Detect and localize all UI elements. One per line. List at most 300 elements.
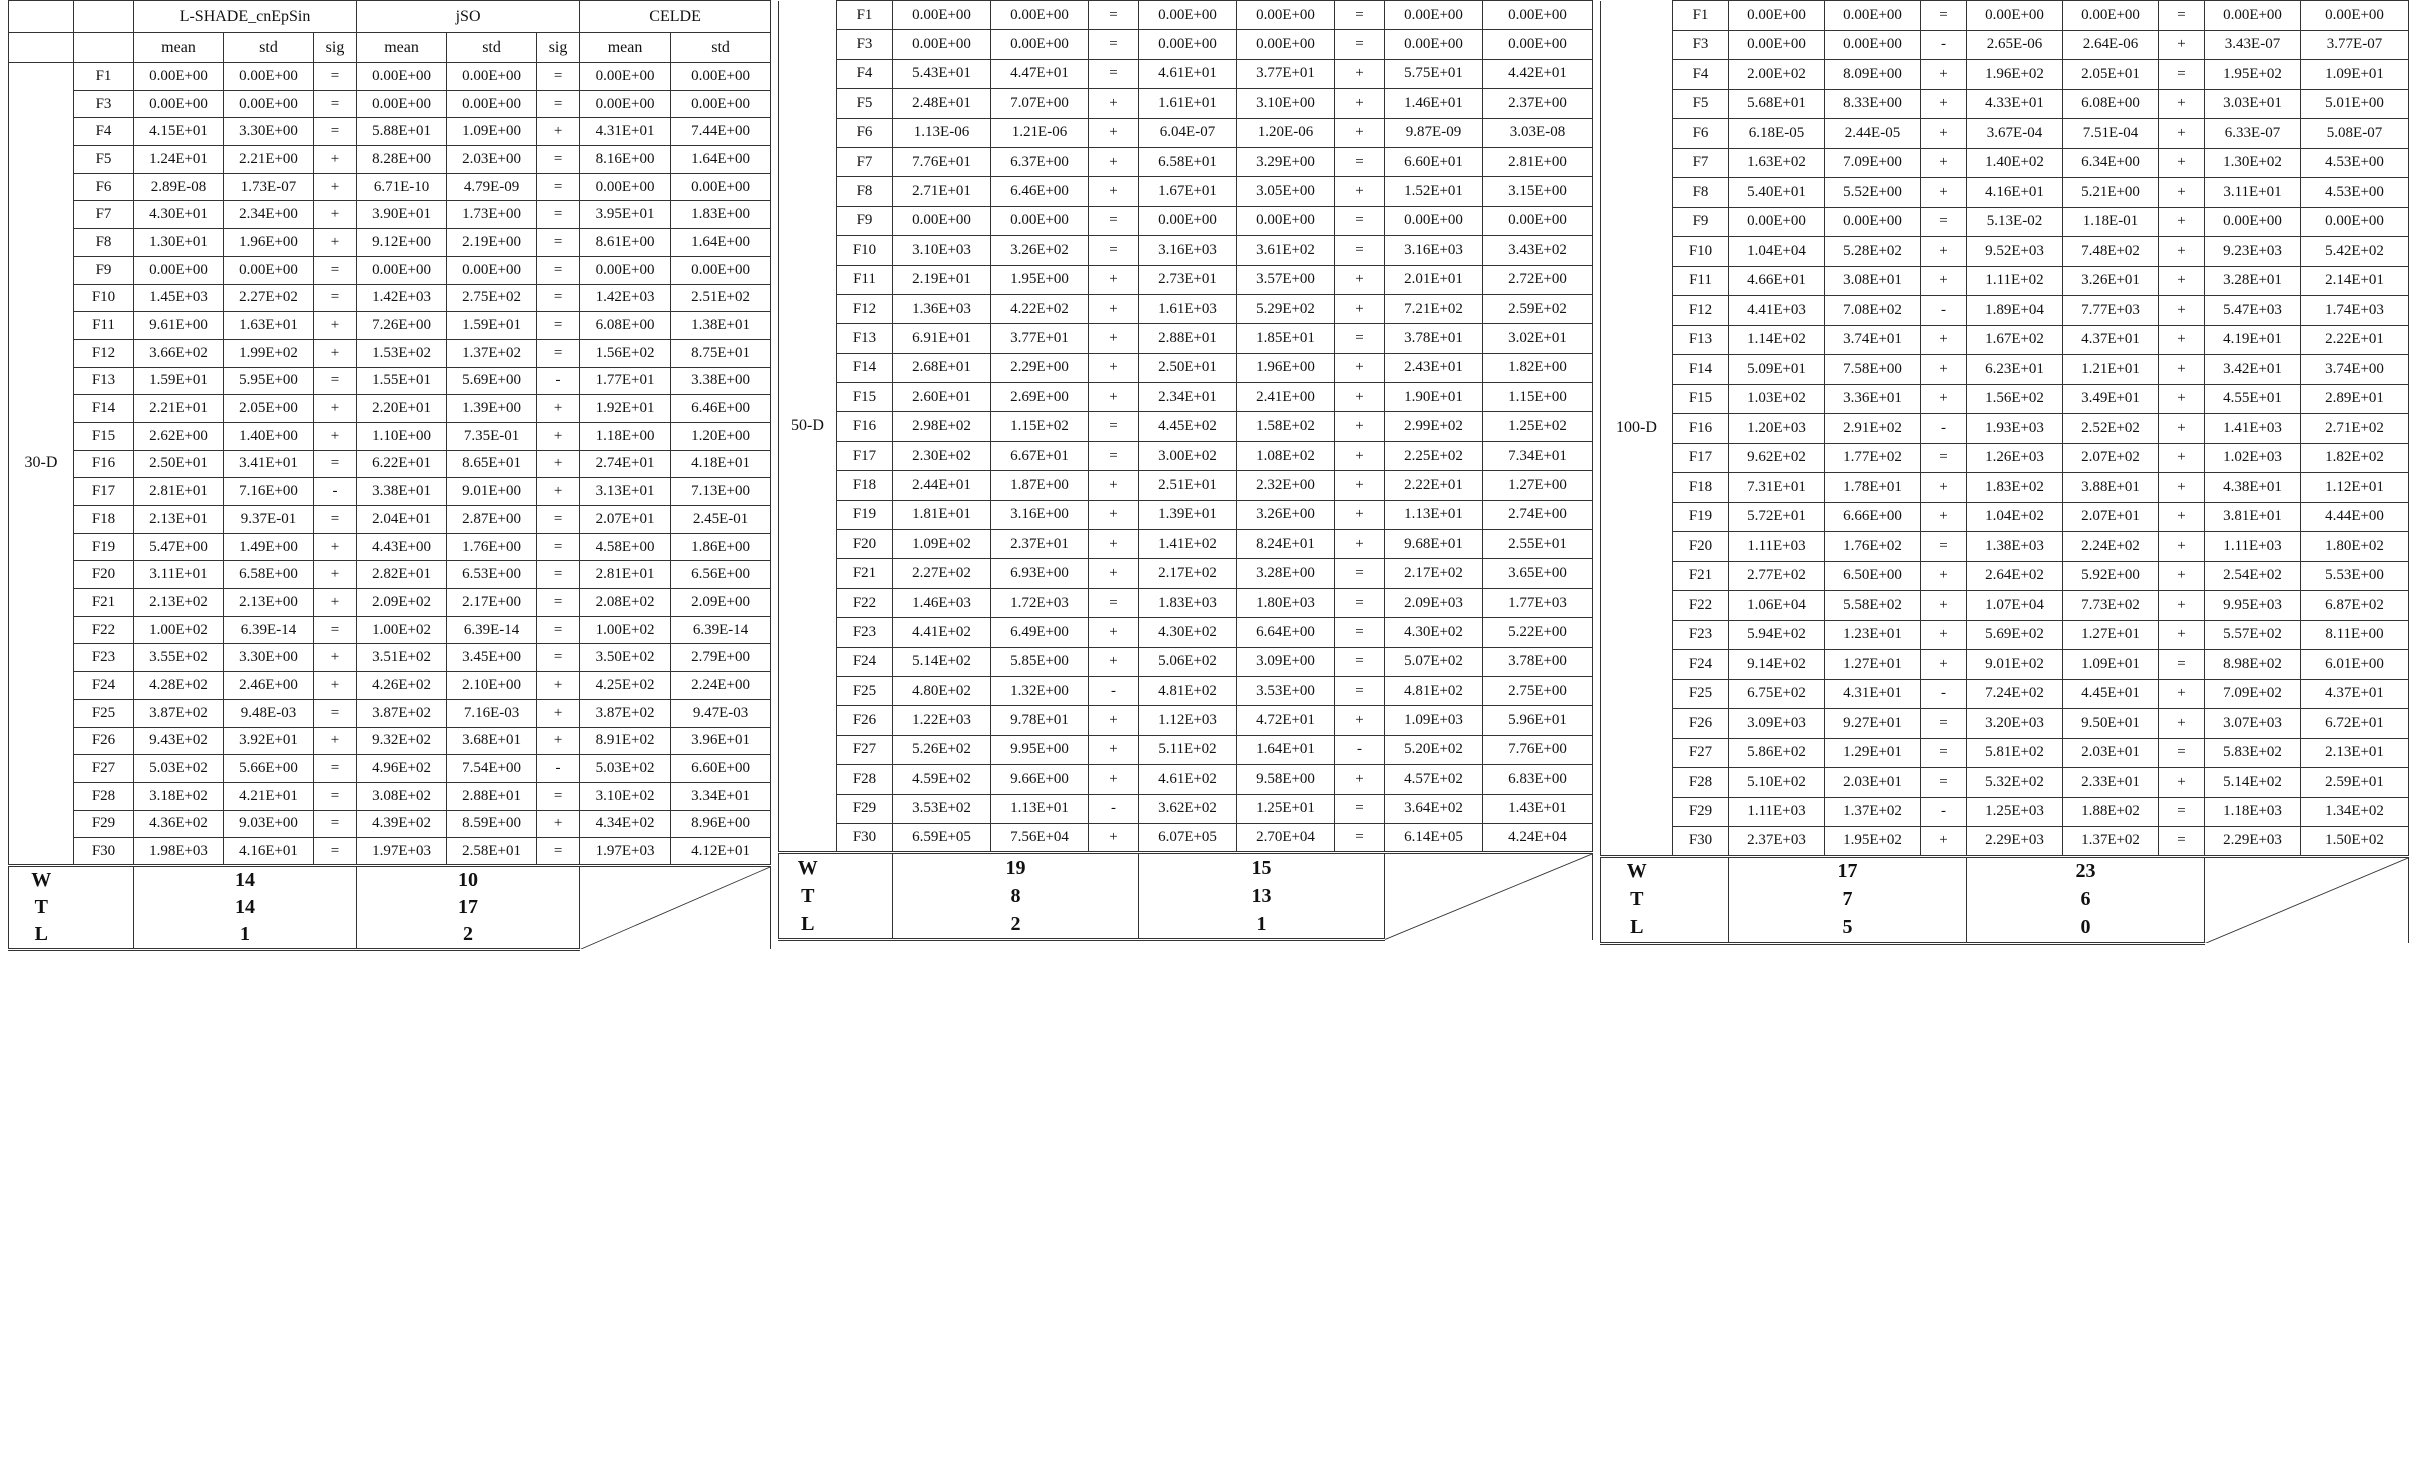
dimension-label: 100-D <box>1601 1 1673 857</box>
value-cell: 1.29E+01 <box>1825 738 1921 768</box>
value-cell: 5.72E+01 <box>1729 502 1825 532</box>
value-cell: 3.26E+01 <box>2063 266 2159 296</box>
function-label: F5 <box>837 89 893 118</box>
value-cell: 7.76E+01 <box>893 147 991 176</box>
value-cell: 3.28E+00 <box>1237 559 1335 588</box>
sig-cell: = <box>537 644 580 672</box>
value-cell: 1.92E+01 <box>580 395 671 423</box>
value-cell: 1.52E+01 <box>1385 177 1483 206</box>
value-cell: 1.89E+04 <box>1967 296 2063 326</box>
value-cell: 5.11E+02 <box>1139 735 1237 764</box>
sig-cell: = <box>1335 147 1385 176</box>
value-cell: 4.96E+02 <box>357 755 447 783</box>
value-cell: 4.38E+01 <box>2205 473 2301 503</box>
value-cell: 4.81E+02 <box>1385 676 1483 705</box>
value-cell: 5.57E+02 <box>2205 620 2301 650</box>
value-cell: 2.50E+01 <box>134 450 224 478</box>
table-row <box>9 561 771 589</box>
sig-cell: = <box>314 450 357 478</box>
value-cell: 5.28E+02 <box>1825 237 1921 267</box>
sig-cell: = <box>2159 738 2205 768</box>
table-row <box>779 441 1593 470</box>
value-cell: 8.16E+00 <box>580 146 671 174</box>
value-cell: 0.00E+00 <box>1483 206 1593 235</box>
value-cell: 7.08E+02 <box>1825 296 1921 326</box>
table-row <box>779 647 1593 676</box>
value-cell: 1.37E+02 <box>2063 827 2159 857</box>
table-row <box>9 478 771 506</box>
sig-cell: = <box>537 589 580 617</box>
function-label: F7 <box>74 201 134 229</box>
value-cell: 1.49E+00 <box>224 533 314 561</box>
value-cell: 9.01E+00 <box>447 478 537 506</box>
value-cell: 3.29E+00 <box>1237 147 1335 176</box>
function-label: F4 <box>74 118 134 146</box>
value-cell: 0.00E+00 <box>447 63 537 91</box>
value-cell: 6.75E+02 <box>1729 679 1825 709</box>
sig-cell: = <box>1335 559 1385 588</box>
value-cell: 6.59E+05 <box>893 823 991 852</box>
summary-label: L <box>9 921 74 949</box>
summary-count: 17 <box>357 893 580 921</box>
value-cell: 3.90E+01 <box>357 201 447 229</box>
spacer-cell <box>74 865 134 893</box>
sig-cell: + <box>314 727 357 755</box>
table-row <box>779 823 1593 852</box>
table-row <box>779 794 1593 823</box>
value-cell: 2.24E+02 <box>2063 532 2159 562</box>
value-cell: 1.38E+03 <box>1967 532 2063 562</box>
value-cell: 1.30E+01 <box>134 229 224 257</box>
value-cell: 3.50E+02 <box>580 644 671 672</box>
value-cell: 1.85E+01 <box>1237 324 1335 353</box>
value-cell: 9.68E+01 <box>1385 530 1483 559</box>
function-label: F9 <box>1673 207 1729 237</box>
function-label: F29 <box>837 794 893 823</box>
summary-count: 1 <box>134 921 357 949</box>
value-cell: 1.26E+03 <box>1967 443 2063 473</box>
sig-cell: + <box>314 339 357 367</box>
value-cell: 2.04E+01 <box>357 506 447 534</box>
value-cell: 4.55E+01 <box>2205 384 2301 414</box>
value-cell: 5.69E+02 <box>1967 620 2063 650</box>
value-cell: 0.00E+00 <box>1237 206 1335 235</box>
sig-cell: = <box>1089 1 1139 30</box>
value-cell: 6.58E+01 <box>1139 147 1237 176</box>
table-row <box>779 177 1593 206</box>
value-cell: 1.63E+02 <box>1729 148 1825 178</box>
value-cell: 7.48E+02 <box>2063 237 2159 267</box>
function-label: F19 <box>1673 502 1729 532</box>
value-cell: 5.68E+01 <box>1729 89 1825 119</box>
value-cell: 2.03E+00 <box>447 146 537 174</box>
value-cell: 1.98E+03 <box>134 838 224 866</box>
value-cell: 5.75E+01 <box>1385 59 1483 88</box>
sig-cell: + <box>1335 383 1385 412</box>
function-label: F25 <box>837 676 893 705</box>
sig-cell: + <box>537 727 580 755</box>
value-cell: 5.03E+02 <box>580 755 671 783</box>
value-cell: 1.83E+02 <box>1967 473 2063 503</box>
value-cell: 1.99E+02 <box>224 339 314 367</box>
diagonal-line <box>1385 854 1592 940</box>
value-cell: 4.42E+01 <box>1483 59 1593 88</box>
sig-cell: = <box>1335 324 1385 353</box>
function-label: F3 <box>74 90 134 118</box>
value-cell: 9.43E+02 <box>134 727 224 755</box>
value-cell: 1.11E+03 <box>1729 797 1825 827</box>
value-cell: 2.81E+00 <box>1483 147 1593 176</box>
value-cell: 5.86E+02 <box>1729 738 1825 768</box>
function-label: F16 <box>1673 414 1729 444</box>
sig-cell: + <box>1921 473 1967 503</box>
value-cell: 2.68E+01 <box>893 353 991 382</box>
sig-cell: = <box>1335 676 1385 705</box>
sig-cell: + <box>1335 294 1385 323</box>
value-cell: 6.39E-14 <box>447 616 537 644</box>
value-cell: 6.49E+00 <box>991 618 1089 647</box>
sig-cell: + <box>1921 502 1967 532</box>
value-cell: 2.25E+02 <box>1385 441 1483 470</box>
value-cell: 2.13E+01 <box>2301 738 2409 768</box>
table-row <box>9 782 771 810</box>
table-row <box>9 533 771 561</box>
function-label: F12 <box>1673 296 1729 326</box>
value-cell: 9.23E+03 <box>2205 237 2301 267</box>
value-cell: 2.79E+00 <box>671 644 771 672</box>
value-cell: 7.34E+01 <box>1483 441 1593 470</box>
function-label: F26 <box>74 727 134 755</box>
table-row <box>779 412 1593 441</box>
value-cell: 0.00E+00 <box>580 63 671 91</box>
sig-cell: - <box>1921 30 1967 60</box>
sig-cell: + <box>1921 266 1967 296</box>
sig-cell: + <box>537 699 580 727</box>
value-cell: 0.00E+00 <box>1139 1 1237 30</box>
summary-count: 17 <box>1729 856 1967 885</box>
value-cell: 0.00E+00 <box>2063 1 2159 31</box>
sig-cell: - <box>1921 296 1967 326</box>
value-cell: 3.16E+00 <box>991 500 1089 529</box>
value-cell: 2.75E+02 <box>447 284 537 312</box>
value-cell: 6.53E+00 <box>447 561 537 589</box>
table-row <box>9 173 771 201</box>
sig-cell: + <box>1089 147 1139 176</box>
table-row <box>1601 797 2409 827</box>
summary-count: 2 <box>357 921 580 949</box>
value-cell: 3.66E+02 <box>134 339 224 367</box>
value-cell: 8.91E+02 <box>580 727 671 755</box>
value-cell: 1.74E+03 <box>2301 296 2409 326</box>
value-cell: 0.00E+00 <box>893 206 991 235</box>
value-cell: 6.23E+01 <box>1967 355 2063 385</box>
value-cell: 3.41E+01 <box>224 450 314 478</box>
function-label: F25 <box>74 699 134 727</box>
value-cell: 0.00E+00 <box>1825 207 1921 237</box>
value-cell: 4.24E+04 <box>1483 823 1593 852</box>
sig-cell: = <box>1089 236 1139 265</box>
value-cell: 6.72E+01 <box>2301 709 2409 739</box>
spacer-cell <box>1673 914 1729 943</box>
value-cell: 1.64E+01 <box>1237 735 1335 764</box>
table-row <box>9 395 771 423</box>
summary-count: 8 <box>893 882 1139 911</box>
value-cell: 1.72E+03 <box>991 588 1089 617</box>
value-cell: 3.43E-07 <box>2205 30 2301 60</box>
sig-cell: + <box>1921 827 1967 857</box>
value-cell: 3.07E+03 <box>2205 709 2301 739</box>
value-cell: 1.13E+01 <box>1385 500 1483 529</box>
value-cell: 0.00E+00 <box>224 90 314 118</box>
value-cell: 1.36E+03 <box>893 294 991 323</box>
value-cell: 0.00E+00 <box>2301 207 2409 237</box>
value-cell: 1.40E+00 <box>224 422 314 450</box>
value-cell: 5.47E+03 <box>2205 296 2301 326</box>
value-cell: 0.00E+00 <box>134 90 224 118</box>
value-cell: 6.64E+00 <box>1237 618 1335 647</box>
value-cell: 2.62E+00 <box>134 422 224 450</box>
value-cell: 9.48E-03 <box>224 699 314 727</box>
value-cell: 1.21E+01 <box>2063 355 2159 385</box>
value-cell: 3.11E+01 <box>134 561 224 589</box>
value-cell: 4.37E+01 <box>2063 325 2159 355</box>
value-cell: 2.10E+00 <box>447 672 537 700</box>
summary-count: 5 <box>1729 914 1967 943</box>
value-cell: 0.00E+00 <box>1729 30 1825 60</box>
sig-cell: + <box>1089 118 1139 147</box>
value-cell: 5.10E+02 <box>1729 768 1825 798</box>
value-cell: 2.77E+02 <box>1729 561 1825 591</box>
table-row <box>779 89 1593 118</box>
sig-cell: + <box>1335 500 1385 529</box>
function-label: F12 <box>74 339 134 367</box>
value-cell: 0.00E+00 <box>1385 206 1483 235</box>
column-header-sig: sig <box>537 33 580 63</box>
function-label: F13 <box>74 367 134 395</box>
value-cell: 1.09E+01 <box>2063 650 2159 680</box>
value-cell: 9.27E+01 <box>1825 709 1921 739</box>
value-cell: 0.00E+00 <box>1237 30 1335 59</box>
value-cell: 5.14E+02 <box>2205 768 2301 798</box>
table-row <box>9 229 771 257</box>
value-cell: 1.77E+02 <box>1825 443 1921 473</box>
table-row <box>9 810 771 838</box>
function-label: F29 <box>74 810 134 838</box>
value-cell: 1.50E+02 <box>2301 827 2409 857</box>
value-cell: 0.00E+00 <box>1385 30 1483 59</box>
value-cell: 2.87E+00 <box>447 506 537 534</box>
value-cell: 4.53E+00 <box>2301 178 2409 208</box>
summary-label: T <box>9 893 74 921</box>
value-cell: 3.16E+03 <box>1139 236 1237 265</box>
sig-cell: = <box>1089 30 1139 59</box>
sig-cell: + <box>2159 384 2205 414</box>
value-cell: 1.42E+03 <box>580 284 671 312</box>
value-cell: 1.82E+02 <box>2301 443 2409 473</box>
value-cell: 2.34E+00 <box>224 201 314 229</box>
function-label: F11 <box>1673 266 1729 296</box>
summary-count: 15 <box>1139 853 1385 882</box>
value-cell: 2.54E+02 <box>2205 561 2301 591</box>
value-cell: 5.07E+02 <box>1385 647 1483 676</box>
sig-cell: + <box>2159 768 2205 798</box>
value-cell: 9.61E+00 <box>134 312 224 340</box>
value-cell: 4.36E+02 <box>134 810 224 838</box>
value-cell: 5.53E+00 <box>2301 561 2409 591</box>
value-cell: 6.39E-14 <box>671 616 771 644</box>
value-cell: 1.73E-07 <box>224 173 314 201</box>
value-cell: 1.97E+03 <box>357 838 447 866</box>
dimension-label: 30-D <box>9 63 74 866</box>
value-cell: 6.33E-07 <box>2205 119 2301 149</box>
value-cell: 4.28E+02 <box>134 672 224 700</box>
sig-cell: - <box>1089 676 1139 705</box>
value-cell: 3.95E+01 <box>580 201 671 229</box>
value-cell: 2.17E+02 <box>1385 559 1483 588</box>
function-label: F24 <box>74 672 134 700</box>
value-cell: 4.47E+01 <box>991 59 1089 88</box>
algorithm-header: CELDE <box>580 1 771 33</box>
table-row <box>1601 355 2409 385</box>
sig-cell: + <box>2159 532 2205 562</box>
corner-cell <box>9 33 74 63</box>
summary-label: W <box>779 853 837 882</box>
value-cell: 1.11E+03 <box>2205 532 2301 562</box>
sig-cell: = <box>1089 412 1139 441</box>
sig-cell: = <box>1335 823 1385 852</box>
sig-cell: + <box>1089 500 1139 529</box>
function-label: F16 <box>74 450 134 478</box>
value-cell: 2.55E+01 <box>1483 530 1593 559</box>
function-label: F10 <box>837 236 893 265</box>
value-cell: 1.37E+02 <box>1825 797 1921 827</box>
spacer-cell <box>1673 856 1729 885</box>
value-cell: 4.44E+00 <box>2301 502 2409 532</box>
value-cell: 2.33E+01 <box>2063 768 2159 798</box>
value-cell: 2.30E+02 <box>893 441 991 470</box>
value-cell: 8.11E+00 <box>2301 620 2409 650</box>
table-row <box>779 59 1593 88</box>
table-row <box>779 118 1593 147</box>
sig-cell: + <box>1335 530 1385 559</box>
value-cell: 1.22E+03 <box>893 706 991 735</box>
value-cell: 5.83E+02 <box>2205 738 2301 768</box>
value-cell: 1.04E+02 <box>1967 502 2063 532</box>
sig-cell: - <box>1335 735 1385 764</box>
sig-cell: + <box>2159 473 2205 503</box>
value-cell: 4.16E+01 <box>224 838 314 866</box>
value-cell: 3.16E+03 <box>1385 236 1483 265</box>
sig-cell: + <box>314 644 357 672</box>
value-cell: 4.34E+02 <box>580 810 671 838</box>
table-row <box>9 506 771 534</box>
sig-cell: + <box>1089 647 1139 676</box>
value-cell: 0.00E+00 <box>580 256 671 284</box>
value-cell: 3.51E+02 <box>357 644 447 672</box>
value-cell: 6.91E+01 <box>893 324 991 353</box>
sig-cell: + <box>2159 178 2205 208</box>
sig-cell: = <box>2159 60 2205 90</box>
value-cell: 2.37E+00 <box>1483 89 1593 118</box>
value-cell: 4.31E+01 <box>580 118 671 146</box>
value-cell: 5.47E+00 <box>134 533 224 561</box>
value-cell: 4.45E+01 <box>2063 679 2159 709</box>
table-row <box>779 383 1593 412</box>
value-cell: 1.93E+03 <box>1967 414 2063 444</box>
value-cell: 3.38E+00 <box>671 367 771 395</box>
value-cell: 0.00E+00 <box>224 63 314 91</box>
table-row <box>779 676 1593 705</box>
table-row <box>1601 591 2409 621</box>
value-cell: 0.00E+00 <box>580 90 671 118</box>
value-cell: 2.69E+00 <box>991 383 1089 412</box>
sig-cell: + <box>1089 324 1139 353</box>
value-cell: 7.09E+00 <box>1825 148 1921 178</box>
sig-cell: + <box>1921 561 1967 591</box>
value-cell: 2.05E+00 <box>224 395 314 423</box>
value-cell: 1.10E+00 <box>357 422 447 450</box>
table-row <box>1601 296 2409 326</box>
sig-cell: + <box>314 672 357 700</box>
value-cell: 6.46E+00 <box>991 177 1089 206</box>
value-cell: 1.76E+02 <box>1825 532 1921 562</box>
value-cell: 2.88E+01 <box>447 782 537 810</box>
value-cell: 5.29E+02 <box>1237 294 1335 323</box>
table-row <box>1601 620 2409 650</box>
value-cell: 2.20E+01 <box>357 395 447 423</box>
sig-cell: = <box>1921 709 1967 739</box>
value-cell: 8.96E+00 <box>671 810 771 838</box>
value-cell: 4.12E+01 <box>671 838 771 866</box>
value-cell: 0.00E+00 <box>1483 30 1593 59</box>
value-cell: 7.13E+00 <box>671 478 771 506</box>
value-cell: 1.27E+01 <box>2063 620 2159 650</box>
value-cell: 1.08E+02 <box>1237 441 1335 470</box>
table-row <box>1601 561 2409 591</box>
spacer-cell <box>74 893 134 921</box>
value-cell: 2.09E+02 <box>357 589 447 617</box>
summary-label: L <box>1601 914 1673 943</box>
value-cell: 6.14E+05 <box>1385 823 1483 852</box>
value-cell: 2.00E+02 <box>1729 60 1825 90</box>
value-cell: 1.67E+01 <box>1139 177 1237 206</box>
sig-cell: + <box>314 422 357 450</box>
value-cell: 7.51E-04 <box>2063 119 2159 149</box>
value-cell: 9.52E+03 <box>1967 237 2063 267</box>
value-cell: 9.50E+01 <box>2063 709 2159 739</box>
value-cell: 2.72E+00 <box>1483 265 1593 294</box>
value-cell: 1.34E+02 <box>2301 797 2409 827</box>
function-label: F13 <box>837 324 893 353</box>
value-cell: 1.80E+03 <box>1237 588 1335 617</box>
table-row <box>9 367 771 395</box>
value-cell: 7.16E-03 <box>447 699 537 727</box>
function-label: F27 <box>837 735 893 764</box>
value-cell: 1.18E+03 <box>2205 797 2301 827</box>
value-cell: 2.41E+00 <box>1237 383 1335 412</box>
value-cell: 0.00E+00 <box>1139 30 1237 59</box>
sig-cell: + <box>1921 355 1967 385</box>
table-row <box>9 422 771 450</box>
table-row <box>9 589 771 617</box>
value-cell: 3.03E-08 <box>1483 118 1593 147</box>
sig-cell: = <box>1335 236 1385 265</box>
sig-cell: + <box>1089 265 1139 294</box>
sig-cell: + <box>1921 89 1967 119</box>
value-cell: 2.58E+01 <box>447 838 537 866</box>
function-label: F10 <box>1673 237 1729 267</box>
value-cell: 4.30E+01 <box>134 201 224 229</box>
